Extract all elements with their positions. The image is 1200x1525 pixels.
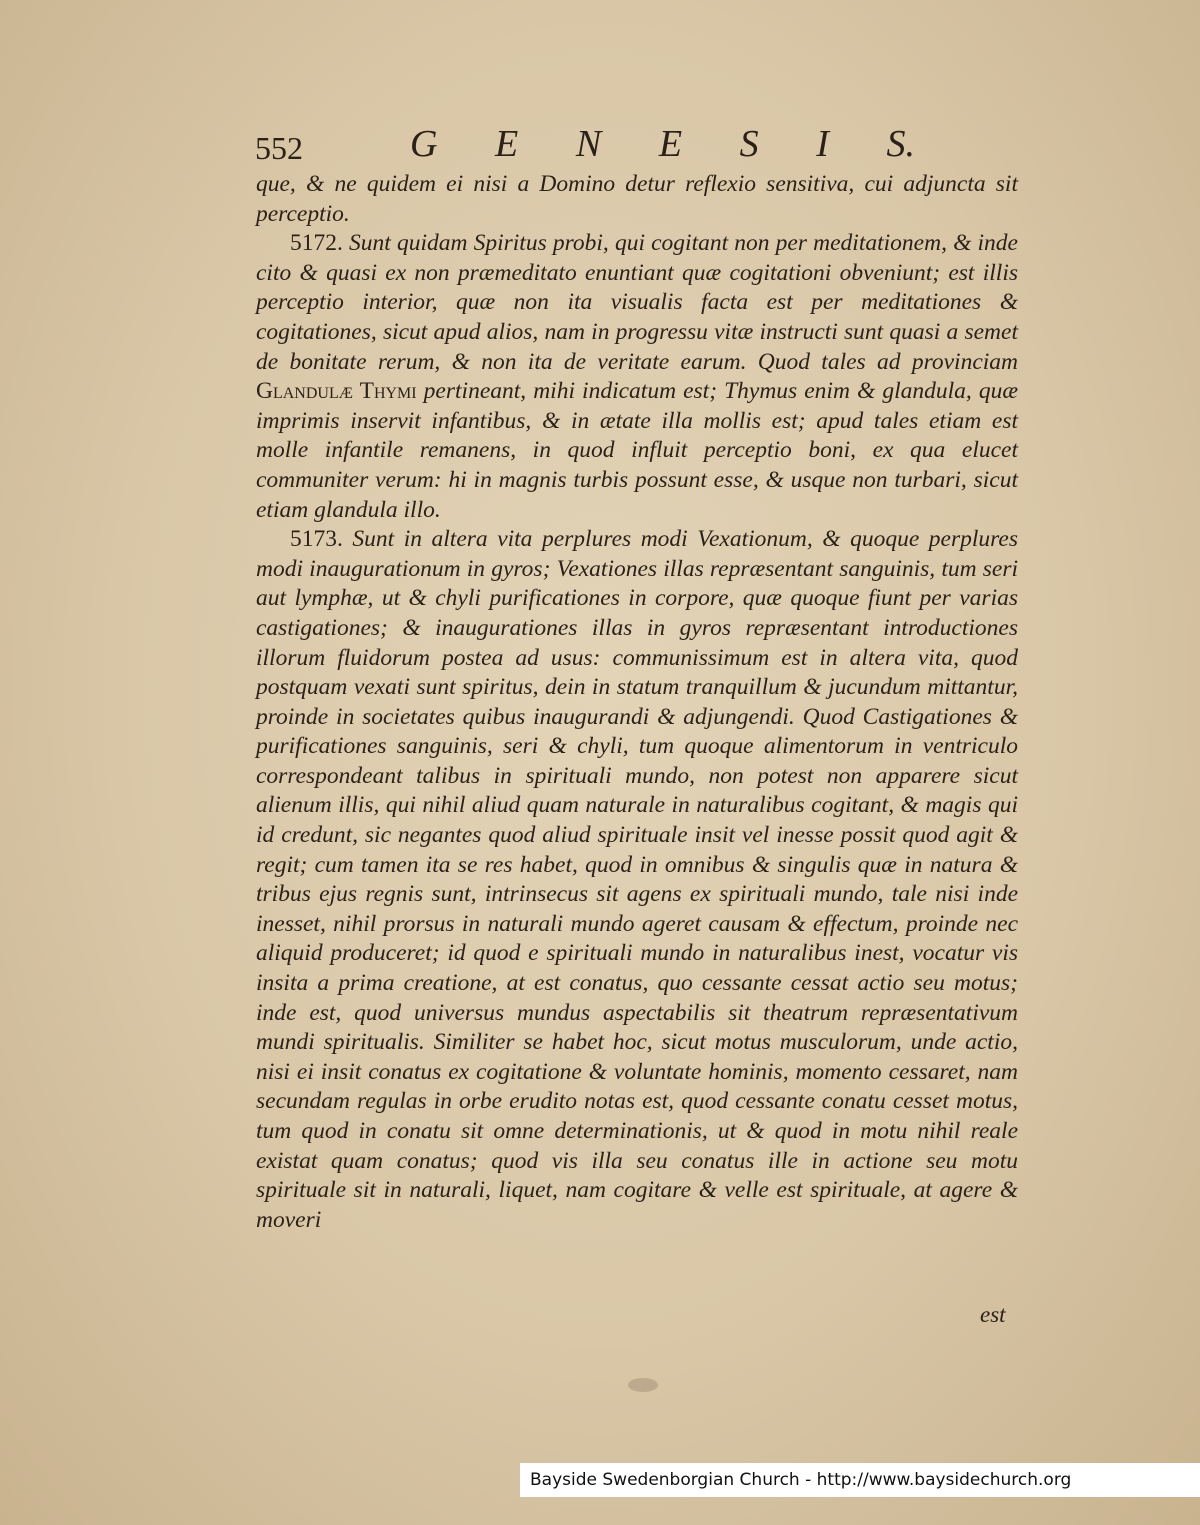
page-number: 552 [255, 130, 303, 166]
footer-credit: Bayside Swedenborgian Church - http://www.baysidechurch.org [520, 1463, 1200, 1497]
paragraph-number: 5173. [290, 526, 343, 553]
title-letter: E [495, 123, 519, 165]
catchword: est [980, 1302, 1006, 1327]
title-letter: E [658, 123, 683, 165]
paragraph-number: 5172. [290, 230, 343, 257]
paragraph-continuation: que, & ne quidem ei nisi a Domino detur reflexio sensitiva, cui adjuncta sit perceptio. [256, 171, 1018, 227]
title-letter: S. [886, 123, 915, 165]
ink-smudge [628, 1378, 658, 1392]
paragraph-text: Sunt in altera vita perplures modi Vexationum, & quoque perplures modi inaugurationum in gyros; Vexationes illas repræsentant sanguinis, tum seri aut lymphæ, ut & chyli purificationes in corpore, quæ quoque fiunt per varias castigationes; & inaugurationes illas in gyros repræsentant introductiones illorum fluidorum postea ad usus: communissimum est in altera vita, quod postquam vexati sunt spiritus, dein in statum tranquillum & jucundum mittantur, proinde in societates quibus inaugurandi & adjungendi. Quod Castigationes & purificationes sanguinis, seri & chyli, tum quoque alimentorum in ventriculo correspondeant talibus in spirituali mundo, non potest non apparere sicut alienum illis, qui nihil aliud quam naturale in naturalibus cogitant, & magis qui id credunt, sic negantes quod aliud spirituale insit vel inesse possit quod agit & regit; cum tamen ita se res habet, quod in omnibus & singulis quæ in natura & tribus ejus regnis sunt, intrinsecus sit agens ex spirituali mundo, tale nisi inde inesset, nihil prorsus in naturali mundo ageret causam & effectum, proinde nec aliquid produceret; id quod e spirituali mundo in naturalibus inest, vocatur vis insita a prima creatione, at est conatus, quo cessante cessat actio seu motus; inde est, quod universus mundus aspectabilis sit theatrum repræsentativum mundi spiritualis. Similiter se habet hoc, sicut motus musculorum, unde actio, nisi ei insit conatus ex cogitatione & voluntate hominis, momento cessaret, nam secundam regulas in orbe erudito notas est, quod cessante conatu cesset motus, tum quod in conatu sit omne determinationis, ut & quod in motu nihil reale existat quam conatus; quod vis illa seu conatus ille in actione seu motu spirituale sit in naturali, liquet, nam cogitare & velle est spirituale, at agere & moveri [256, 526, 1018, 1233]
small-caps-term: Glandulæ Thymi [256, 378, 417, 405]
paragraph-text: Sunt quidam Spiritus probi, qui cogitant non per meditationem, & inde cito & quasi ex non præmeditato enuntiant quæ cogitationi obveniunt; est illis perceptio interior, quæ non ita visualis facta est per meditationes & cogitationes, sicut apud alios, nam in progressu vitæ instructi sunt quasi a semet de bonitate rerum, & non ita de veritate earum. Quod tales ad provinciam [256, 230, 1018, 375]
paragraph-5172 [256, 229, 1018, 525]
body-text [256, 170, 1018, 1235]
title-letter: N [575, 123, 602, 165]
page-header [255, 122, 920, 172]
running-title [410, 122, 915, 166]
paragraph-text: pertineant, mihi indicatum est; Thymus enim & glandula, quæ imprimis inservit infantibus, & in ætate illa mollis est; apud tales etiam est molle infantile remanens, in quod influit perceptio boni, ex qua elucet communiter verum: hi in magnis turbis possunt esse, & usque non turbari, sicut etiam glandula illo. [256, 378, 1018, 523]
title-letter: S [739, 123, 759, 165]
title-letter: G [410, 123, 438, 165]
title-letter: I [816, 123, 829, 165]
paragraph-5173 [256, 525, 1018, 1235]
